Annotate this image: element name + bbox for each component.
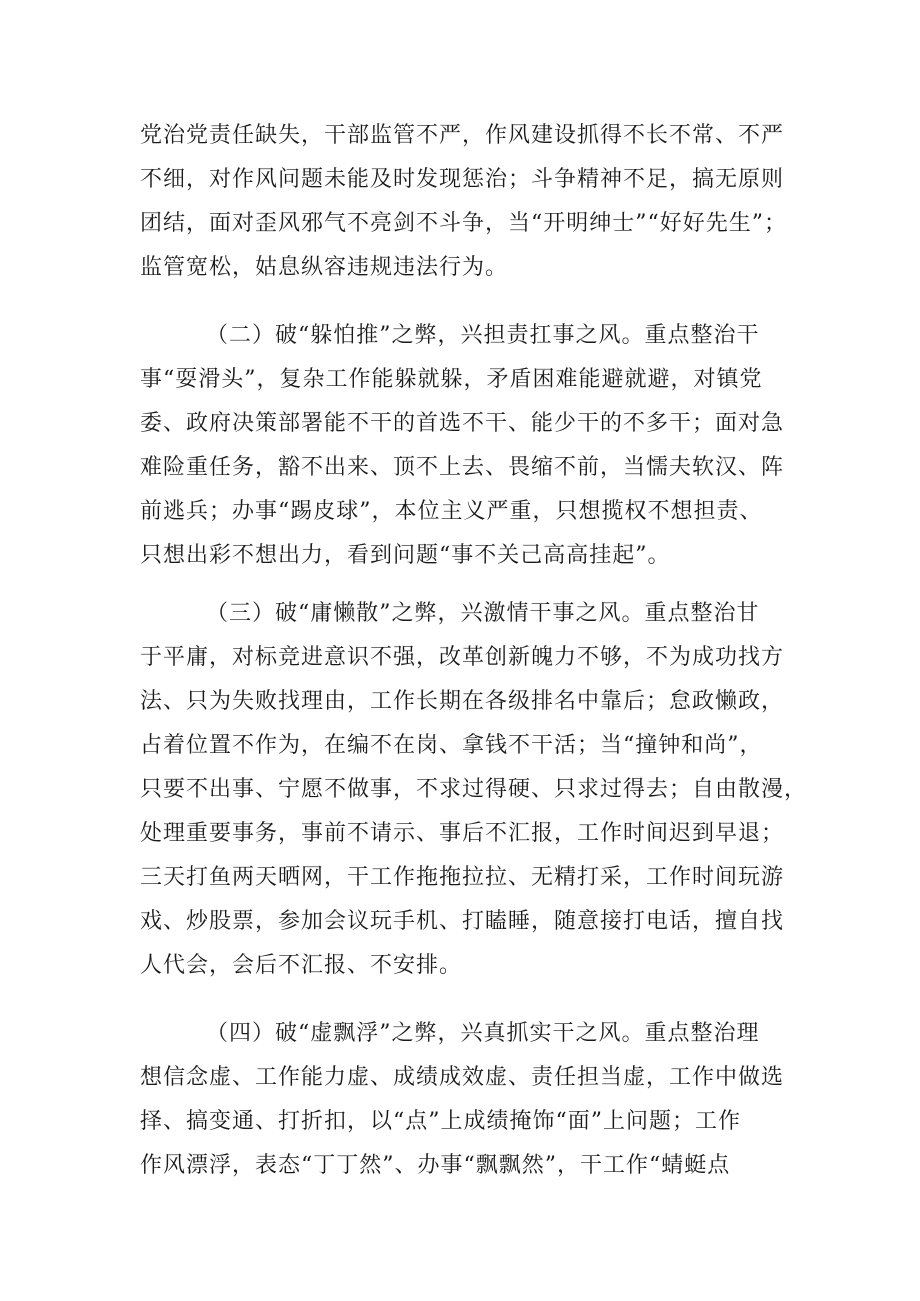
text-line: 人代会，会后不汇报、不安排。 bbox=[140, 953, 463, 978]
text-line: 不细，对作风问题未能及时发现惩治；斗争精神不足，搞无原则 bbox=[140, 167, 785, 192]
text-line: 团结，面对歪风邪气不亮剑不斗争，当“开明绅士”“好好先生”； bbox=[140, 211, 787, 236]
text-line: 择、搞变通、打折扣，以“点”上成绩掩饰“面”上问题；工作 bbox=[140, 1109, 741, 1134]
text-line: 戏、炒股票，参加会议玩手机、打瞌睡，随意接打电话，擅自找 bbox=[140, 909, 785, 934]
text-line: 只想出彩不想出力，看到问题“事不关己高高挂起”。 bbox=[140, 543, 671, 568]
text-line: 于平庸，对标竞进意识不强，改革创新魄力不够，不为成功找方 bbox=[140, 645, 785, 670]
text-line: 只要不出事、宁愿不做事，不求过得硬、只求过得去；自由散漫， bbox=[140, 777, 808, 802]
text-line: 难险重任务，豁不出来、顶不上去、畏缩不前，当懦夫软汉、阵 bbox=[140, 455, 785, 480]
text-line: 想信念虚、工作能力虚、成绩成效虚、责任担当虚，工作中做选 bbox=[140, 1065, 785, 1090]
text-line: 占着位置不作为，在编不在岗、拿钱不干活；当“撞钟和尚”， bbox=[140, 733, 763, 758]
paragraph-section-4 bbox=[140, 1012, 800, 1188]
text-line: 法、只为失败找理由，工作长期在各级排名中靠后；怠政懒政， bbox=[140, 689, 785, 714]
paragraph-section-2 bbox=[140, 314, 800, 578]
text-line: 事“耍滑头”，复杂工作能躲就躲，矛盾困难能避就避，对镇党 bbox=[140, 367, 763, 392]
text-line: 三天打鱼两天晒网，干工作拖拖拉拉、无精打采，工作时间玩游 bbox=[140, 865, 785, 890]
text-line: 作风漂浮，表态“丁丁然”、办事“飘飘然”，干工作“蜻蜓点 bbox=[140, 1153, 731, 1178]
paragraph-section-3 bbox=[140, 592, 808, 988]
text-line: （四）破“虚飘浮”之弊，兴真抓实干之风。重点整治理 bbox=[206, 1021, 760, 1046]
text-line: 委、政府决策部署能不干的首选不干、能少干的不多干；面对急 bbox=[140, 411, 785, 436]
text-line: 前逃兵；办事“踢皮球”，本位主义严重，只想揽权不想担责、 bbox=[140, 499, 763, 524]
text-line: （三）破“庸懒散”之弊，兴激情干事之风。重点整治甘 bbox=[206, 601, 760, 626]
text-line: （二）破“躲怕推”之弊，兴担责扛事之风。重点整治干 bbox=[206, 323, 760, 348]
paragraph-continuation bbox=[140, 114, 800, 290]
text-line: 处理重要事务，事前不请示、事后不汇报，工作时间迟到早退； bbox=[140, 821, 785, 846]
text-line: 党治党责任缺失，干部监管不严，作风建设抓得不长不常、不严 bbox=[140, 123, 785, 148]
text-line: 监管宽松，姑息纵容违规违法行为。 bbox=[140, 255, 509, 280]
